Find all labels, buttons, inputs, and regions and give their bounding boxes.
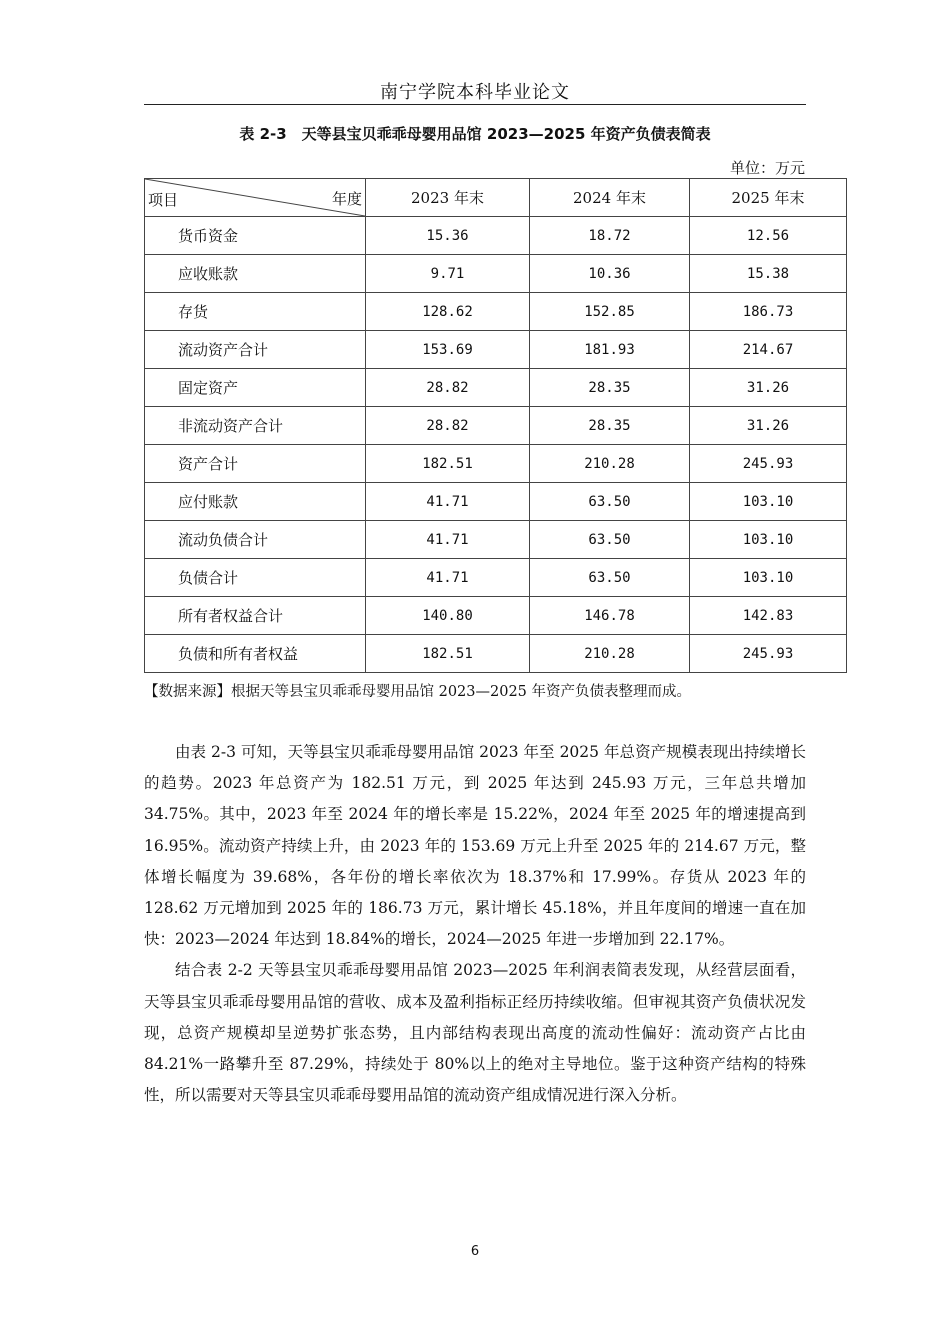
cell-value: 152.85 bbox=[530, 293, 690, 331]
cell-value: 182.51 bbox=[366, 635, 530, 673]
table-row bbox=[145, 217, 847, 255]
cell-value: 41.71 bbox=[366, 483, 530, 521]
row-label: 应付账款 bbox=[145, 483, 366, 521]
row-label: 流动资产合计 bbox=[145, 331, 366, 369]
table-header-row bbox=[145, 179, 847, 217]
table-row bbox=[145, 521, 847, 559]
cell-value: 28.82 bbox=[366, 407, 530, 445]
cell-value: 140.80 bbox=[366, 597, 530, 635]
corner-year-label: 年度 bbox=[331, 190, 362, 208]
row-label: 流动负债合计 bbox=[145, 521, 366, 559]
table-row bbox=[145, 369, 847, 407]
cell-value: 182.51 bbox=[366, 445, 530, 483]
corner-item-label: 项目 bbox=[148, 191, 179, 209]
cell-value: 210.28 bbox=[530, 635, 690, 673]
table-source-note: 【数据来源】根据天等县宝贝乖乖母婴用品馆 2023—2025 年资产负债表整理而成。 bbox=[144, 684, 692, 700]
row-label: 存货 bbox=[145, 293, 366, 331]
cell-value: 28.82 bbox=[366, 369, 530, 407]
column-header-2024: 2024 年末 bbox=[530, 179, 690, 217]
table-title: 表 2-3 天等县宝贝乖乖母婴用品馆 2023—2025 年资产负债表简表 bbox=[239, 125, 711, 143]
row-label: 所有者权益合计 bbox=[145, 597, 366, 635]
cell-value: 28.35 bbox=[530, 369, 690, 407]
cell-value: 9.71 bbox=[366, 255, 530, 293]
cell-value: 245.93 bbox=[690, 635, 847, 673]
cell-value: 181.93 bbox=[530, 331, 690, 369]
table-row bbox=[145, 559, 847, 597]
body-text bbox=[144, 737, 806, 1111]
table-row bbox=[145, 331, 847, 369]
cell-value: 63.50 bbox=[530, 559, 690, 597]
table-row bbox=[145, 445, 847, 483]
paragraph-2: 结合表 2-2 天等县宝贝乖乖母婴用品馆 2023—2025 年利润表简表发现，从经营层面看，天等县宝贝乖乖母婴用品馆的营收、成本及盈利指标正经历持续收缩。但审视其资产负债状况发现，总资产规模却呈逆势扩张态势，且内部结构表现出高度的流动性偏好：流动资产占比由 84.21%一路攀升至 87.29%，持续处于 80%以上的绝对主导地位。鉴于这种资产结构的特殊性，所以需要对天等县宝贝乖乖母婴用品馆的流动资产组成情况进行深入分析。 bbox=[144, 961, 806, 1105]
cell-value: 186.73 bbox=[690, 293, 847, 331]
page-header: 南宁学院本科毕业论文 bbox=[380, 82, 570, 103]
row-label: 负债和所有者权益 bbox=[145, 635, 366, 673]
cell-value: 153.69 bbox=[366, 331, 530, 369]
cell-value: 128.62 bbox=[366, 293, 530, 331]
balance-sheet-table bbox=[144, 178, 847, 673]
cell-value: 31.26 bbox=[690, 369, 847, 407]
row-label: 货币资金 bbox=[145, 217, 366, 255]
table-row bbox=[145, 293, 847, 331]
cell-value: 18.72 bbox=[530, 217, 690, 255]
table-row bbox=[145, 255, 847, 293]
table-row bbox=[145, 407, 847, 445]
cell-value: 103.10 bbox=[690, 521, 847, 559]
column-header-2025: 2025 年末 bbox=[690, 179, 847, 217]
cell-value: 214.67 bbox=[690, 331, 847, 369]
cell-value: 103.10 bbox=[690, 483, 847, 521]
column-header-2023: 2023 年末 bbox=[366, 179, 530, 217]
row-label: 资产合计 bbox=[145, 445, 366, 483]
cell-value: 142.83 bbox=[690, 597, 847, 635]
cell-value: 146.78 bbox=[530, 597, 690, 635]
cell-value: 63.50 bbox=[530, 483, 690, 521]
cell-value: 63.50 bbox=[530, 521, 690, 559]
cell-value: 210.28 bbox=[530, 445, 690, 483]
cell-value: 103.10 bbox=[690, 559, 847, 597]
cell-value: 41.71 bbox=[366, 521, 530, 559]
row-label: 非流动资产合计 bbox=[145, 407, 366, 445]
table-row bbox=[145, 597, 847, 635]
table-row bbox=[145, 483, 847, 521]
cell-value: 15.36 bbox=[366, 217, 530, 255]
table-row bbox=[145, 635, 847, 673]
table-corner-cell bbox=[145, 179, 366, 217]
cell-value: 15.38 bbox=[690, 255, 847, 293]
cell-value: 31.26 bbox=[690, 407, 847, 445]
cell-value: 245.93 bbox=[690, 445, 847, 483]
paragraph-1: 由表 2-3 可知，天等县宝贝乖乖母婴用品馆 2023 年至 2025 年总资产规模表现出持续增长的趋势。2023 年总资产为 182.51 万元，到 2025 年达到 245.93 万元，三年总共增加 34.75%。其中，2023 年至 2024 年的增长率是 15.22%，2024 年至 2025 年的增速提高到 16.95%。流动资产持续上升，由 2023 年的 153.69 万元上升至 2025 年的 214.67 万元，整体增长幅度为 39.68%，各年份的增长率依次为 18.37%和 17.99%。存货从 2023 年的 128.62 万元增加到 2025 年的 186.73 万元，累计增长 45.18%，并且年度间的增速一直在加快：2023—2024 年达到 18.84%的增长，2024—2025 年进一步增加到 22.17%。 bbox=[144, 743, 806, 949]
table-unit: 单位：万元 bbox=[729, 159, 805, 177]
cell-value: 41.71 bbox=[366, 559, 530, 597]
header-rule bbox=[144, 104, 806, 105]
row-label: 应收账款 bbox=[145, 255, 366, 293]
cell-value: 10.36 bbox=[530, 255, 690, 293]
page-number: 6 bbox=[470, 1244, 480, 1259]
row-label: 负债合计 bbox=[145, 559, 366, 597]
row-label: 固定资产 bbox=[145, 369, 366, 407]
cell-value: 28.35 bbox=[530, 407, 690, 445]
cell-value: 12.56 bbox=[690, 217, 847, 255]
